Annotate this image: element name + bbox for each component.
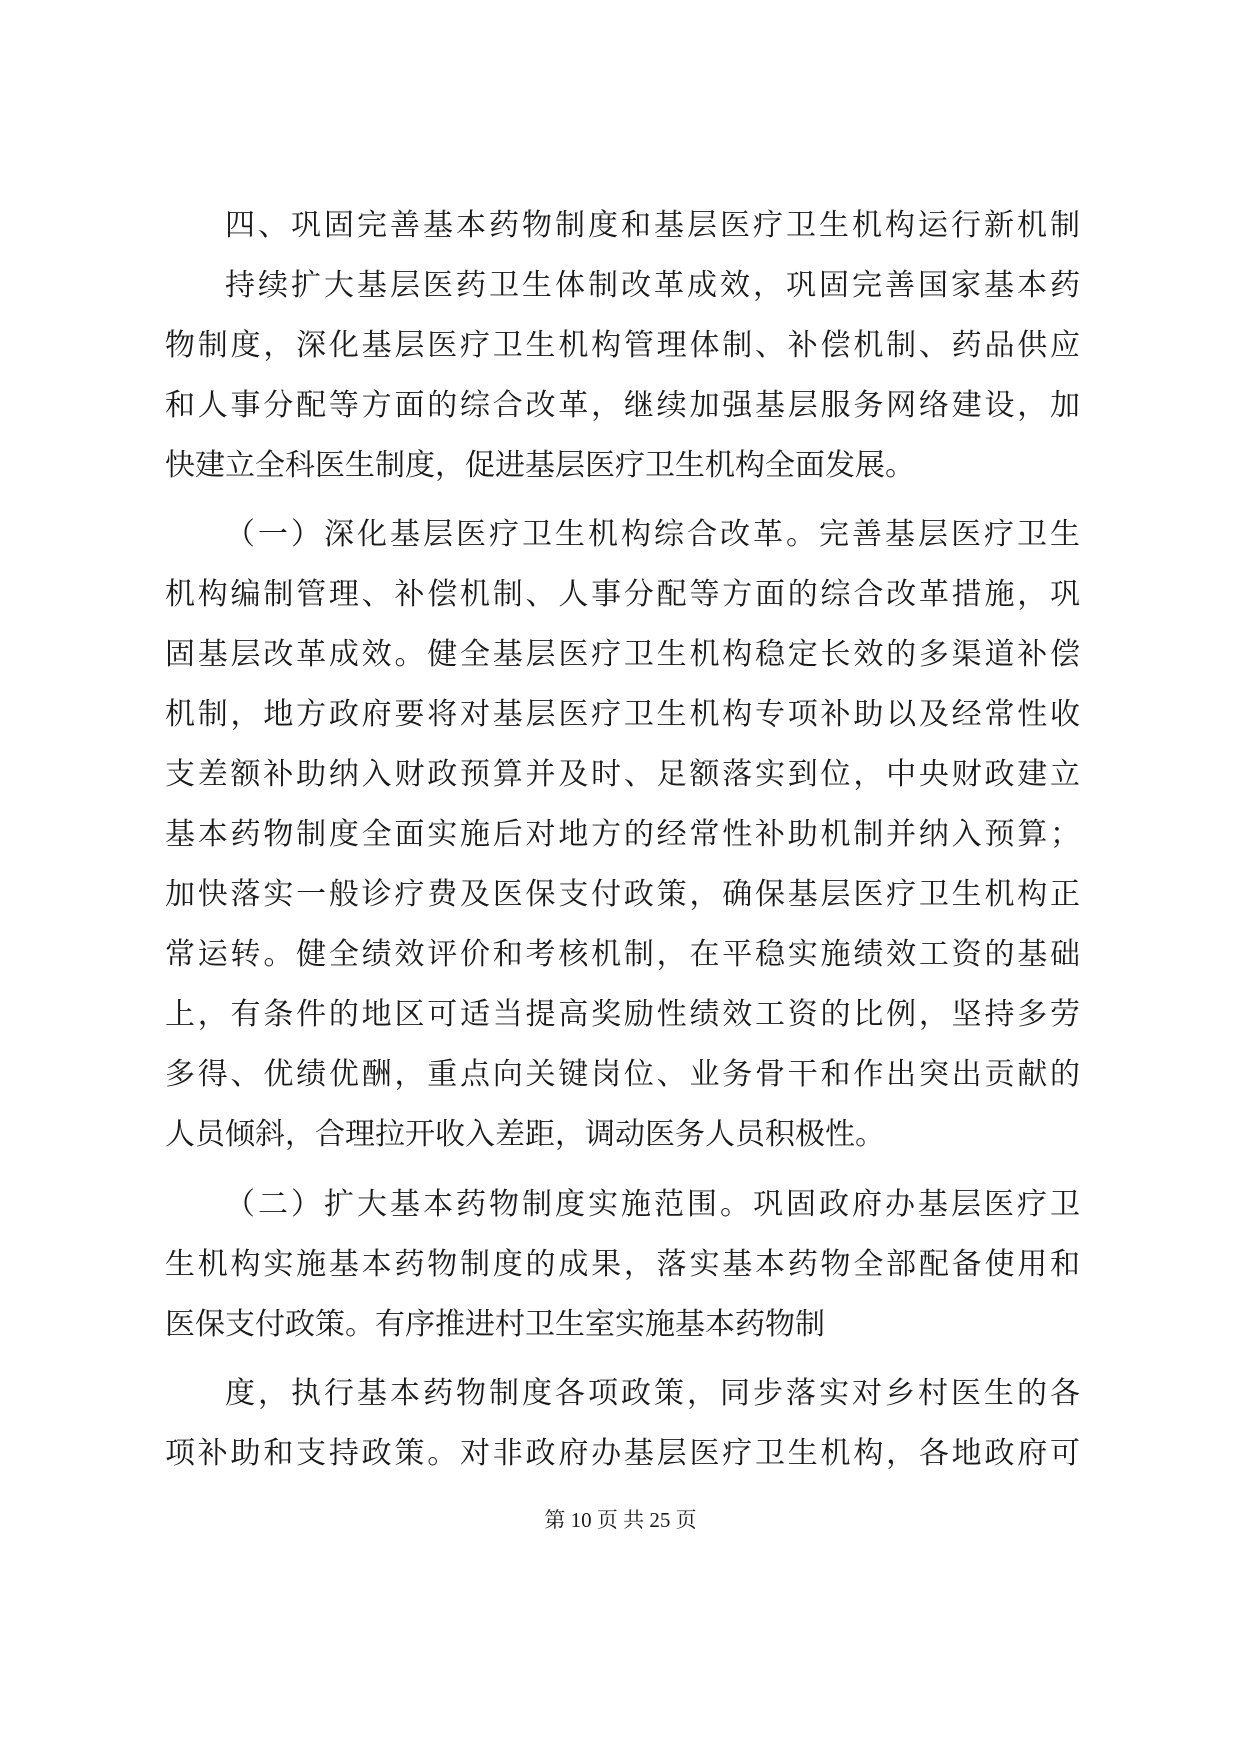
paragraph-line: （一）深化基层医疗卫生机构综合改革。完善基层医疗卫生 xyxy=(225,517,1080,552)
paragraph-line: 物制度，深化基层医疗卫生机构管理体制、补偿机制、药品供应 xyxy=(165,328,1080,363)
paragraph-line: 和人事分配等方面的综合改革，继续加强基层服务网络建设，加 xyxy=(165,388,1080,423)
paragraph-line: 加快落实一般诊疗费及医保支付政策，确保基层医疗卫生机构正 xyxy=(165,877,1080,912)
paragraph-line: 基本药物制度全面实施后对地方的经常性补助机制并纳入预算； xyxy=(165,817,1080,852)
paragraph-line: 快建立全科医生制度，促进基层医疗卫生机构全面发展。 xyxy=(165,448,915,483)
paragraph-line: 上，有条件的地区可适当提高奖励性绩效工资的比例，坚持多劳 xyxy=(165,997,1080,1032)
paragraph-line: （二）扩大基本药物制度实施范围。巩固政府办基层医疗卫 xyxy=(225,1187,1080,1222)
section-heading: 四、巩固完善基本药物制度和基层医疗卫生机构运行新机制 xyxy=(225,208,1080,243)
paragraph-line: 持续扩大基层医药卫生体制改革成效，巩固完善国家基本药 xyxy=(225,268,1080,303)
paragraph-line: 固基层改革成效。健全基层医疗卫生机构稳定长效的多渠道补偿 xyxy=(165,637,1080,672)
paragraph-line: 支差额补助纳入财政预算并及时、足额落实到位，中央财政建立 xyxy=(165,757,1080,792)
paragraph-line: 项补助和支持政策。对非政府办基层医疗卫生机构，各地政府可 xyxy=(165,1436,1080,1471)
paragraph-line: 多得、优绩优酬，重点向关键岗位、业务骨干和作出突出贡献的 xyxy=(165,1057,1080,1092)
paragraph-line: 人员倾斜，合理拉开收入差距，调动医务人员积极性。 xyxy=(165,1117,885,1152)
paragraph-line: 度，执行基本药物制度各项政策，同步落实对乡村医生的各 xyxy=(225,1376,1080,1411)
paragraph-line: 机制，地方政府要将对基层医疗卫生机构专项补助以及经常性收 xyxy=(165,697,1080,732)
page-number-footer: 第 10 页 共 25 页 xyxy=(544,1508,697,1532)
paragraph-line: 常运转。健全绩效评价和考核机制，在平稳实施绩效工资的基础 xyxy=(165,937,1080,972)
paragraph-line: 机构编制管理、补偿机制、人事分配等方面的综合改革措施，巩 xyxy=(165,577,1080,612)
paragraph-line: 生机构实施基本药物制度的成果，落实基本药物全部配备使用和 xyxy=(165,1247,1080,1282)
paragraph-line: 医保支付政策。有序推进村卫生室实施基本药物制 xyxy=(165,1307,825,1342)
